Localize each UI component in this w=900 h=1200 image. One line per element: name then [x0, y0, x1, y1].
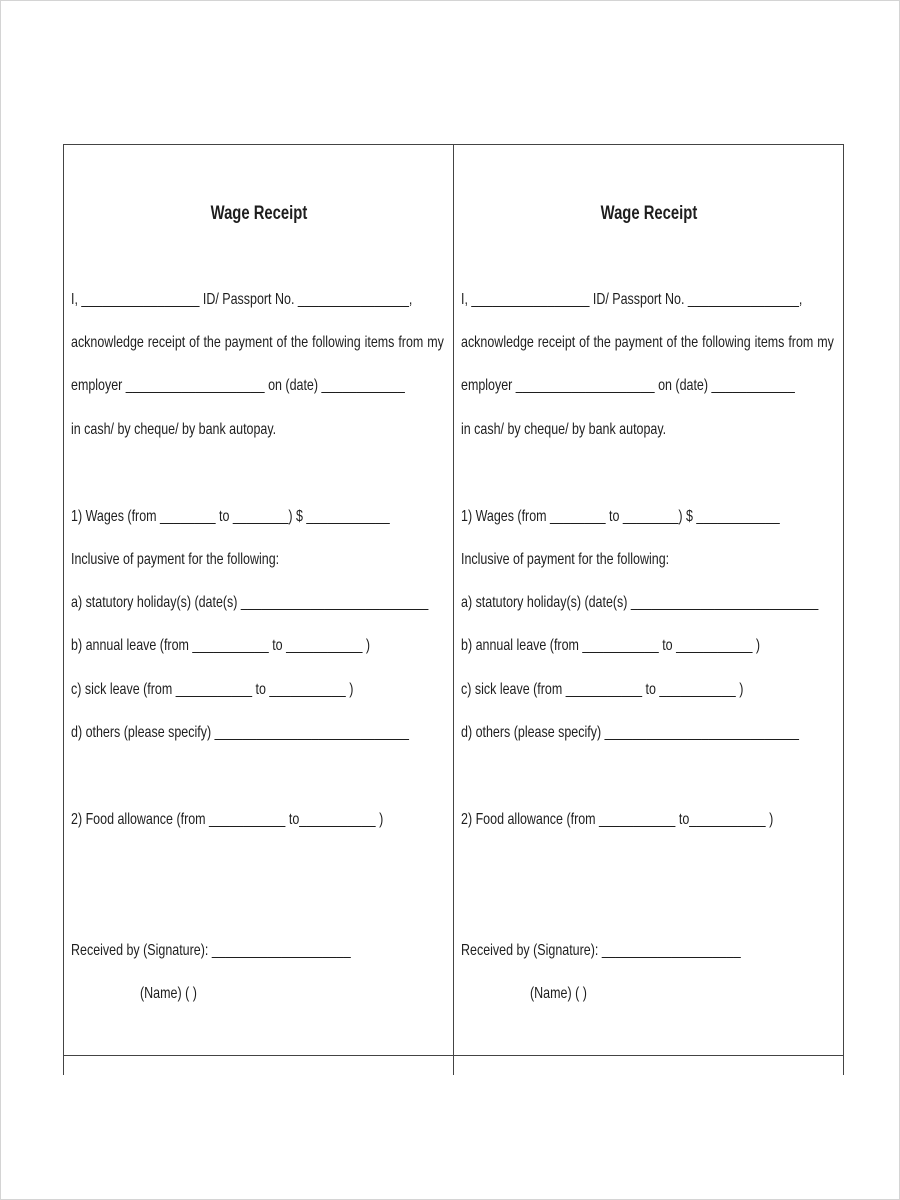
received-by-signature-line: Received by (Signature): ____________________ [71, 942, 351, 959]
wages-line: 1) Wages (from ________ to ________) $ ____________ [461, 508, 780, 525]
item-statutory-holiday: a) statutory holiday(s) (date(s) ___________________________ [71, 594, 429, 611]
food-allowance-line: 2) Food allowance (from ___________ to___________ ) [461, 811, 774, 828]
receipt-left [64, 145, 453, 1055]
receipt-right [454, 145, 843, 1055]
receipt-title: Wage Receipt [600, 203, 697, 224]
bottom-row-divider [64, 1055, 843, 1056]
intro-line-acknowledge: acknowledge receipt of the payment of the following items from my [461, 334, 834, 351]
receipt-title: Wage Receipt [210, 203, 307, 224]
intro-line-payment-method: in cash/ by cheque/ by bank autopay. [71, 421, 277, 438]
name-line: (Name) ( ) [530, 985, 587, 1002]
item-sick-leave: c) sick leave (from ___________ to ___________ ) [461, 681, 744, 698]
food-allowance-line: 2) Food allowance (from ___________ to___________ ) [71, 811, 384, 828]
received-by-signature-line: Received by (Signature): ____________________ [461, 942, 741, 959]
intro-line-employer-date: employer ____________________ on (date) ____________ [71, 377, 405, 394]
name-line: (Name) ( ) [140, 985, 197, 1002]
intro-line-payment-method: in cash/ by cheque/ by bank autopay. [461, 421, 667, 438]
intro-line-employer-date: employer ____________________ on (date) ____________ [461, 377, 795, 394]
inclusive-line: Inclusive of payment for the following: [461, 551, 670, 568]
wages-line: 1) Wages (from ________ to ________) $ ____________ [71, 508, 390, 525]
wage-receipt-form [63, 144, 844, 1075]
intro-line-name-id: I, _________________ ID/ Passport No. ________________, [71, 291, 413, 308]
item-statutory-holiday: a) statutory holiday(s) (date(s) ___________________________ [461, 594, 819, 611]
item-others: d) others (please specify) ____________________________ [461, 724, 799, 741]
item-sick-leave: c) sick leave (from ___________ to ___________ ) [71, 681, 354, 698]
item-annual-leave: b) annual leave (from ___________ to ___________ ) [461, 637, 761, 654]
inclusive-line: Inclusive of payment for the following: [71, 551, 280, 568]
intro-line-name-id: I, _________________ ID/ Passport No. ________________, [461, 291, 803, 308]
item-others: d) others (please specify) ____________________________ [71, 724, 409, 741]
item-annual-leave: b) annual leave (from ___________ to ___________ ) [71, 637, 371, 654]
intro-line-acknowledge: acknowledge receipt of the payment of the following items from my [71, 334, 444, 351]
